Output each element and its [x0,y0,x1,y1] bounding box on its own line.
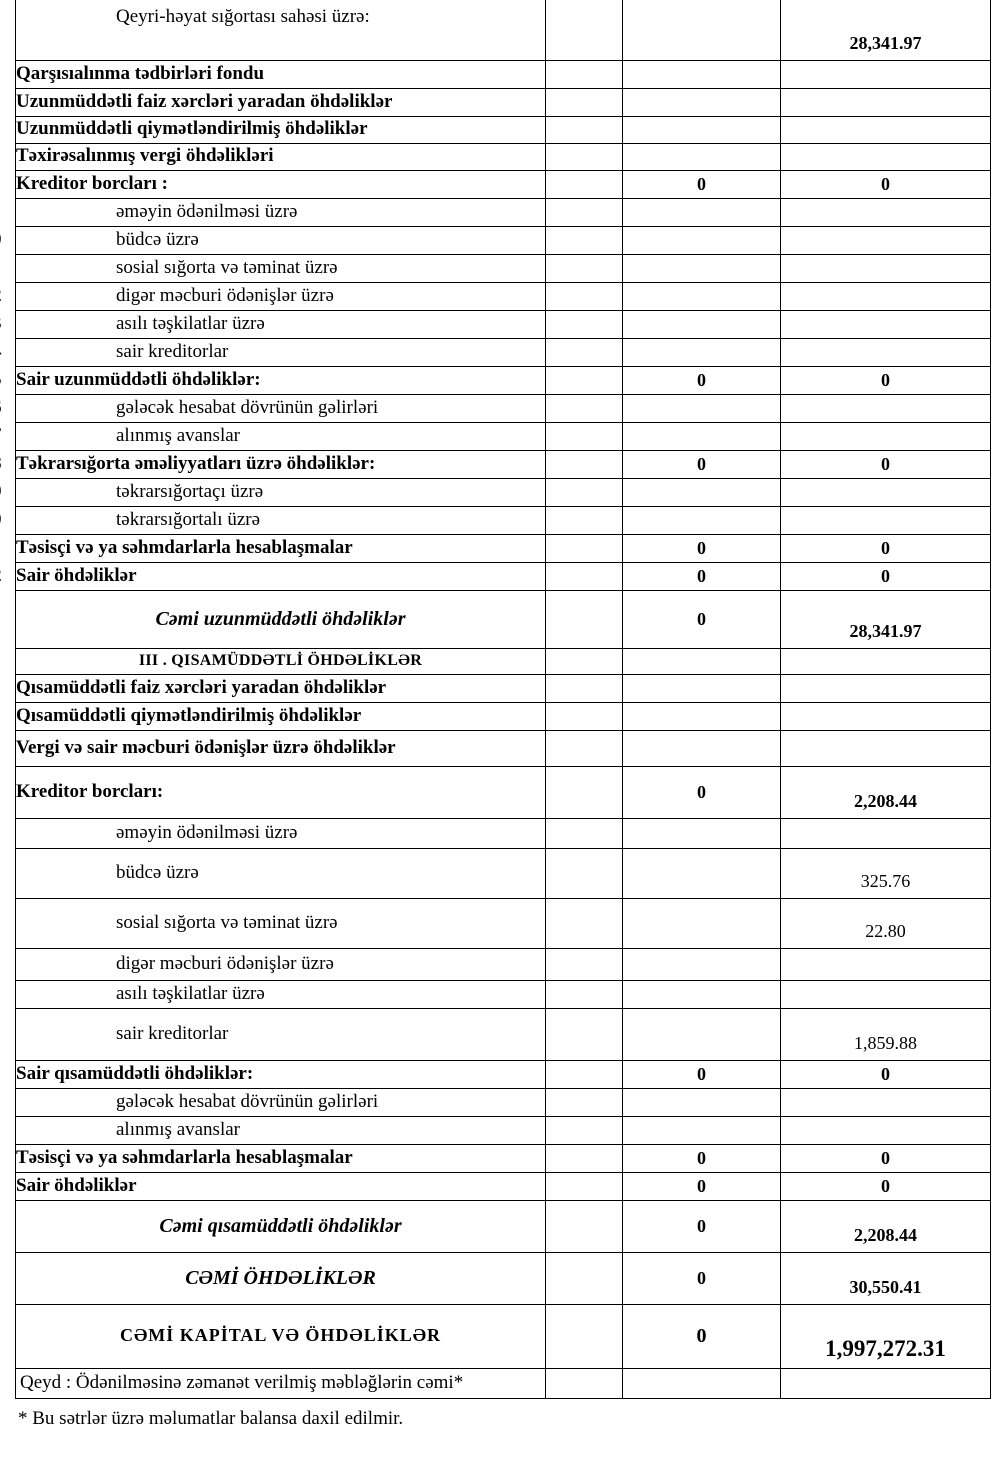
period-start-value-cell [623,198,781,226]
table-row [16,534,991,562]
empty-cell [546,898,623,948]
row-label: əməyin ödənilməsi üzrə [16,198,546,226]
period-end-value-cell [781,674,991,702]
period-end-value-cell: 0 [781,1144,991,1172]
period-end-value-cell: 0 [781,534,991,562]
table-row [16,1172,991,1200]
empty-cell [546,226,623,254]
table-row [16,1088,991,1116]
table-row [16,1144,991,1172]
period-start-value-cell: 0 [623,1252,781,1304]
empty-cell [546,818,623,848]
row-label: Sair uzunmüddətli öhdəliklər: [16,366,546,394]
table-row [16,702,991,730]
period-start-value-cell: 0 [623,1172,781,1200]
empty-cell [546,1304,623,1368]
row-label: Təsisçi və ya səhmdarlarla hesablaşmalar [16,1144,546,1172]
period-start-value-cell [623,848,781,898]
period-start-value-cell [623,60,781,88]
row-label: digər məcburi ödənişlər üzrə [16,948,546,980]
table-row [16,730,991,766]
empty-cell [546,980,623,1008]
empty-cell [546,1116,623,1144]
empty-cell [546,674,623,702]
cutoff-digit [0,398,2,418]
cutoff-digit [0,342,2,362]
period-start-value-cell [623,478,781,506]
empty-cell [546,1368,623,1398]
empty-cell [546,1144,623,1172]
row-label: Sair qısamüddətli öhdəliklər: [16,1060,546,1088]
period-end-value-cell [781,980,991,1008]
table-row [16,60,991,88]
period-start-value-cell: 0 [623,366,781,394]
period-end-value-cell: 30,550.41 [781,1252,991,1304]
table-row [16,143,991,170]
period-end-value-cell [781,648,991,674]
row-label: Cəmi uzunmüddətli öhdəliklər [16,590,546,648]
empty-cell [546,1252,623,1304]
row-label: CƏMİ KAPİTAL VƏ ÖHDƏLİKLƏR [16,1304,546,1368]
period-end-value-cell: 0 [781,450,991,478]
period-end-value-cell [781,702,991,730]
period-start-value-cell [623,282,781,310]
table-row [16,848,991,898]
period-start-value-cell [623,674,781,702]
period-start-value-cell [623,730,781,766]
empty-cell [546,143,623,170]
row-label: asılı təşkilatlar üzrə [16,980,546,1008]
period-start-value-cell [623,506,781,534]
table-row [16,254,991,282]
table-row [16,648,991,674]
row-label: Təxirəsalınmış vergi öhdəlikləri [16,143,546,170]
empty-cell [546,60,623,88]
period-start-value-cell [623,88,781,116]
period-end-value-cell [781,88,991,116]
table-row [16,0,991,60]
cutoff-digit [0,454,2,474]
row-label: sosial sığorta və təminat üzrə [16,898,546,948]
period-end-value-cell: 2,208.44 [781,766,991,818]
period-start-value-cell [623,1008,781,1060]
empty-cell [546,702,623,730]
empty-cell [546,450,623,478]
table-row [16,1252,991,1304]
period-start-value-cell: 0 [623,450,781,478]
period-start-value-cell: 0 [623,1304,781,1368]
period-end-value-cell: 22.80 [781,898,991,948]
empty-cell [546,338,623,366]
cutoff-digit [0,482,2,502]
table-row [16,478,991,506]
period-end-value-cell: 1,859.88 [781,1008,991,1060]
table-row [16,1116,991,1144]
cutoff-digit [0,230,2,250]
row-label: büdcə üzrə [16,226,546,254]
row-label: sair kreditorlar [16,1008,546,1060]
table-row [16,282,991,310]
row-label: Cəmi qısamüddətli öhdəliklər [16,1200,546,1252]
table-row [16,450,991,478]
empty-cell [546,88,623,116]
row-label: əməyin ödənilməsi üzrə [16,818,546,848]
table-row [16,394,991,422]
period-start-value-cell: 0 [623,590,781,648]
empty-cell [546,422,623,450]
row-label: gələcək hesabat dövrünün gəlirləri [16,394,546,422]
empty-cell [546,116,623,143]
row-label: alınmış avanslar [16,422,546,450]
empty-cell [546,848,623,898]
period-start-value-cell [623,338,781,366]
empty-cell [546,1200,623,1252]
row-label: Təsisçi və ya səhmdarlarla hesablaşmalar [16,534,546,562]
empty-cell [546,534,623,562]
period-start-value-cell: 0 [623,1200,781,1252]
row-label: təkrarsığortalı üzrə [16,506,546,534]
period-end-value-cell: 1,997,272.31 [781,1304,991,1368]
table-row [16,1304,991,1368]
table-row [16,948,991,980]
row-label: Uzunmüddətli qiymətləndirilmiş öhdəliklər [16,116,546,143]
row-label: CƏMİ ÖHDƏLİKLƏR [16,1252,546,1304]
row-label: büdcə üzrə [16,848,546,898]
period-end-value-cell: 325.76 [781,848,991,898]
period-end-value-cell [781,1368,991,1398]
table-row [16,506,991,534]
table-row [16,562,991,590]
period-start-value-cell [623,116,781,143]
empty-cell [546,1060,623,1088]
period-start-value-cell [623,254,781,282]
row-label: III . QISAMÜDDƏTLİ ÖHDƏLİKLƏR [16,648,546,674]
period-end-value-cell: 0 [781,562,991,590]
period-end-value-cell: 0 [781,1060,991,1088]
empty-cell [546,0,623,60]
row-label: sosial sığorta və təminat üzrə [16,254,546,282]
row-label: Qısamüddətli qiymətləndirilmiş öhdəliklər [16,702,546,730]
table-row [16,674,991,702]
empty-cell [546,1008,623,1060]
row-label: Kreditor borcları : [16,170,546,198]
period-end-value-cell [781,422,991,450]
period-start-value-cell [623,394,781,422]
period-start-value-cell: 0 [623,1060,781,1088]
period-end-value-cell: 28,341.97 [781,590,991,648]
period-end-value-cell [781,226,991,254]
balance-table-body [16,0,991,1398]
row-label: Qarşısıalınma tədbirləri fondu [16,60,546,88]
table-row [16,198,991,226]
period-end-value-cell: 0 [781,1172,991,1200]
empty-cell [546,1172,623,1200]
row-label: Vergi və sair məcburi ödənişlər üzrə öhdəliklər [16,730,546,766]
period-end-value-cell [781,948,991,980]
table-row [16,1200,991,1252]
period-start-value-cell: 0 [623,562,781,590]
period-start-value-cell [623,226,781,254]
period-start-value-cell [623,818,781,848]
table-row [16,818,991,848]
row-label: gələcək hesabat dövrünün gəlirləri [16,1088,546,1116]
cutoff-digit [0,370,2,390]
table-row [16,980,991,1008]
period-start-value-cell: 0 [623,534,781,562]
row-label: Təkrarsığorta əməliyyatları üzrə öhdəliklər: [16,450,546,478]
cutoff-digit [0,566,2,586]
period-start-value-cell [623,948,781,980]
period-end-value-cell: 28,341.97 [781,0,991,60]
empty-cell [546,366,623,394]
period-start-value-cell [623,648,781,674]
table-row [16,310,991,338]
empty-cell [546,170,623,198]
table-row [16,766,991,818]
row-label: sair kreditorlar [16,338,546,366]
row-label: təkrarsığortaçı üzrə [16,478,546,506]
period-start-value-cell: 0 [623,170,781,198]
table-row [16,170,991,198]
table-row [16,422,991,450]
table-row [16,1060,991,1088]
table-row [16,1008,991,1060]
empty-cell [546,506,623,534]
row-label: alınmış avanslar [16,1116,546,1144]
cutoff-digit [0,426,2,446]
empty-cell [546,1088,623,1116]
period-end-value-cell [781,310,991,338]
period-end-value-cell [781,1116,991,1144]
period-start-value-cell [623,143,781,170]
empty-cell [546,730,623,766]
empty-cell [546,198,623,226]
empty-cell [546,948,623,980]
period-start-value-cell [623,898,781,948]
empty-cell [546,310,623,338]
balance-sheet-table [15,0,991,1399]
period-start-value-cell [623,0,781,60]
period-start-value-cell: 0 [623,1144,781,1172]
empty-cell [546,282,623,310]
table-row [16,116,991,143]
period-end-value-cell [781,1088,991,1116]
empty-cell [546,766,623,818]
period-start-value-cell [623,980,781,1008]
period-start-value-cell [623,1116,781,1144]
row-label: Qeyri-həyat sığortası sahəsi üzrə: [16,0,546,60]
empty-cell [546,648,623,674]
period-end-value-cell: 2,208.44 [781,1200,991,1252]
period-end-value-cell [781,60,991,88]
table-row [16,338,991,366]
period-start-value-cell [623,702,781,730]
period-end-value-cell [781,254,991,282]
cutoff-digit [0,286,2,306]
period-start-value-cell [623,310,781,338]
row-label: asılı təşkilatlar üzrə [16,310,546,338]
row-label: digər məcburi ödənişlər üzrə [16,282,546,310]
period-end-value-cell: 0 [781,366,991,394]
row-label: Qısamüddətli faiz xərcləri yaradan öhdəliklər [16,674,546,702]
period-end-value-cell [781,338,991,366]
period-end-value-cell: 0 [781,170,991,198]
empty-cell [546,562,623,590]
period-end-value-cell [781,394,991,422]
period-end-value-cell [781,198,991,226]
period-end-value-cell [781,116,991,143]
period-end-value-cell [781,282,991,310]
table-footnote: * Bu sətrlər üzrə məlumatlar balansa daxil edilmir. [18,1407,404,1429]
cutoff-digit [0,510,2,530]
table-row [16,898,991,948]
row-label: Sair öhdəliklər [16,1172,546,1200]
row-label: Uzunmüddətli faiz xərcləri yaradan öhdəliklər [16,88,546,116]
empty-cell [546,394,623,422]
period-start-value-cell [623,1368,781,1398]
empty-cell [546,478,623,506]
table-row [16,366,991,394]
period-end-value-cell [781,506,991,534]
table-row [16,1368,991,1398]
period-end-value-cell [781,730,991,766]
empty-cell [546,590,623,648]
period-end-value-cell [781,143,991,170]
period-end-value-cell [781,818,991,848]
table-row [16,88,991,116]
row-label: Sair öhdəliklər [16,562,546,590]
row-label: Kreditor borcları: [16,766,546,818]
period-start-value-cell [623,1088,781,1116]
period-start-value-cell [623,422,781,450]
row-label: Qeyd : Ödənilməsinə zəmanət verilmiş məbləğlərin cəmi* [16,1368,546,1398]
period-start-value-cell: 0 [623,766,781,818]
table-row [16,590,991,648]
cutoff-row-numbers [0,0,12,1463]
period-end-value-cell [781,478,991,506]
cutoff-digit [0,314,2,334]
empty-cell [546,254,623,282]
table-row [16,226,991,254]
